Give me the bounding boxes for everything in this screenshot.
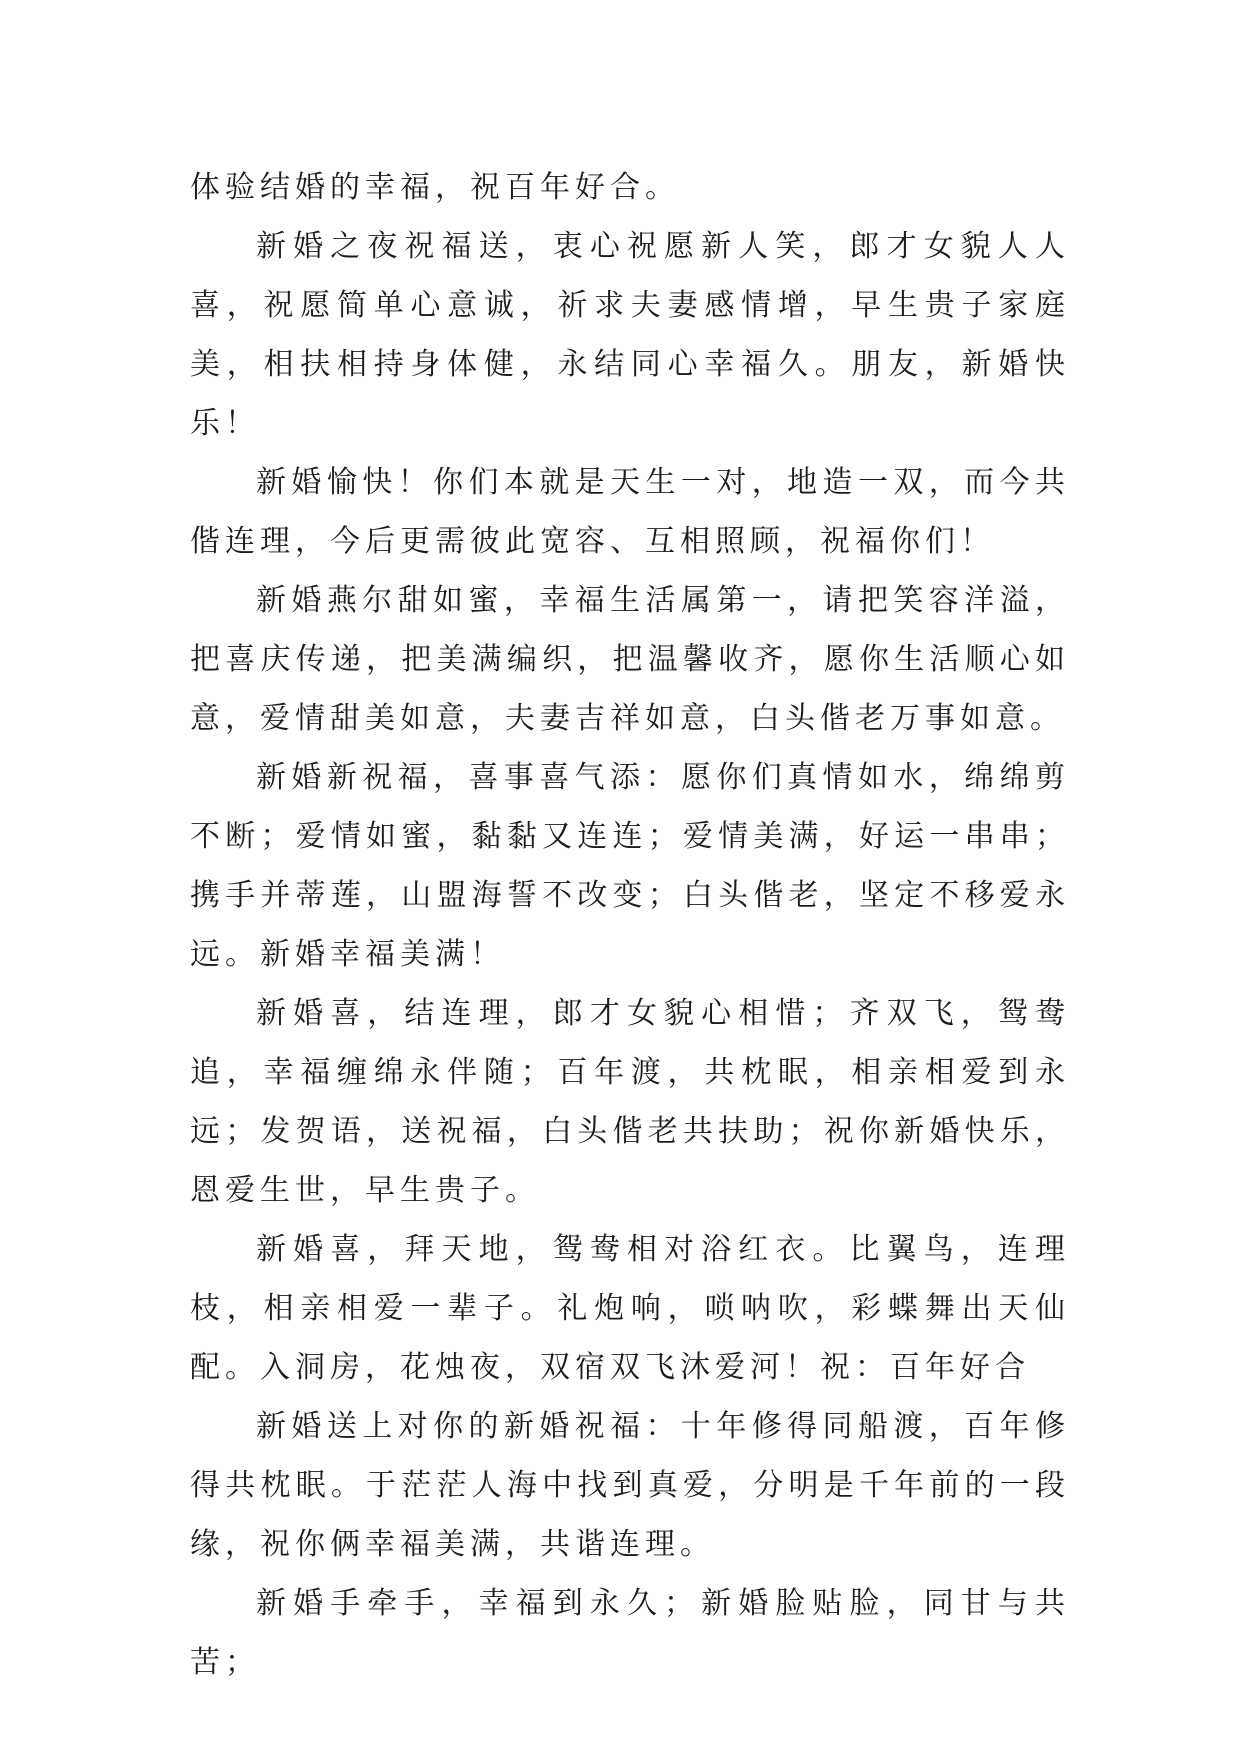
paragraph-1: 体验结婚的幸福，祝百年好合。	[190, 170, 680, 205]
paragraph-6: 新婚喜，结连理，郎才女貌心相惜；齐双飞，鸳鸯追，幸福缠绵永伴随；百年渡，共枕眠，相亲相爱到永远；发贺语，送祝福，白头偕老共扶助；祝你新婚快乐，恩爱生世，早生贵子。	[190, 996, 1070, 1208]
paragraph-8: 新婚送上对你的新婚祝福：十年修得同船渡，百年修得共枕眠。于茫茫人海中找到真爱，分明是千年前的一段缘，祝你俩幸福美满，共谐连理。	[190, 1409, 1070, 1562]
paragraph-3: 新婚愉快！你们本就是天生一对，地造一双，而今共偕连理，今后更需彼此宽容、互相照顾，祝福你们！	[190, 465, 1070, 559]
document-body	[190, 158, 1070, 1692]
paragraph-2: 新婚之夜祝福送，衷心祝愿新人笑，郎才女貌人人喜，祝愿简单心意诚，祈求夫妻感情增，早生贵子家庭美，相扶相持身体健，永结同心幸福久。朋友，新婚快乐！	[190, 229, 1070, 441]
paragraph-4: 新婚燕尔甜如蜜，幸福生活属第一，请把笑容洋溢，把喜庆传递，把美满编织，把温馨收齐，愿你生活顺心如意，爱情甜美如意，夫妻吉祥如意，白头偕老万事如意。	[190, 583, 1070, 736]
paragraph-5: 新婚新祝福，喜事喜气添：愿你们真情如水，绵绵剪不断；爱情如蜜，黏黏又连连；爱情美满，好运一串串；携手并蒂莲，山盟海誓不改变；白头偕老，坚定不移爱永远。新婚幸福美满！	[190, 760, 1070, 972]
paragraph-7: 新婚喜，拜天地，鸳鸯相对浴红衣。比翼鸟，连理枝，相亲相爱一辈子。礼炮响，唢呐吹，彩蝶舞出天仙配。入洞房，花烛夜，双宿双飞沐爱河！祝：百年好合	[190, 1232, 1070, 1385]
paragraph-9: 新婚手牵手，幸福到永久；新婚脸贴脸，同甘与共苦；	[190, 1586, 1070, 1680]
